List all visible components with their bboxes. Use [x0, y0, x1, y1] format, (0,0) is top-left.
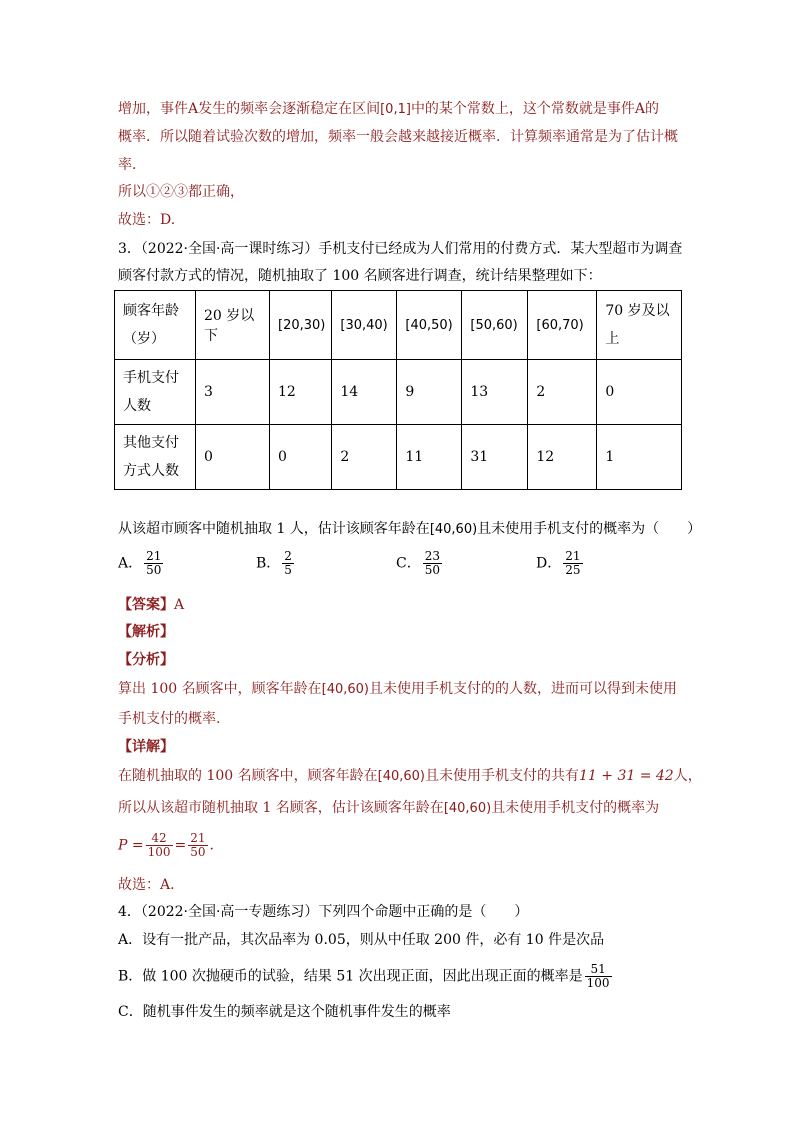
table-cell: 0	[597, 360, 682, 425]
fraction: $\frac{21}{50}$	[190, 831, 206, 859]
header-col-5: [50,60)	[462, 291, 528, 360]
header-age-label: 顾客年龄 （岁）	[115, 291, 196, 360]
carryover-line-4: 所以①②③都正确，	[118, 184, 244, 200]
table-cell: 31	[462, 425, 528, 490]
row-label-mobile: 手机支付 人数	[115, 360, 196, 425]
table-cell: 9	[397, 360, 462, 425]
fraction: $\frac{2}{5}$	[284, 549, 292, 577]
carryover-line-2: 概率．所以随着试验次数的增加，频率一般会越来越接近概率．计算频率通常是为了估计概	[118, 129, 678, 145]
table-cell: 11	[397, 425, 462, 490]
header-col-7: 70 岁及以 上	[597, 291, 682, 360]
detail-line-2: 所以从该超市随机抽取 1 名顾客，估计该顾客年龄在[40,60)且未使用手机支付的概率为	[118, 800, 660, 816]
q3-question: 从该超市顾客中随机抽取 1 人，估计该顾客年龄在[40,60)且未使用手机支付的概率为（ ）	[118, 521, 702, 537]
survey-table	[114, 290, 682, 490]
fraction: $\frac{21}{50}$	[146, 549, 162, 577]
table-row-other	[115, 425, 682, 490]
q4-option-c: C．随机事件发生的频率就是这个随机事件发生的概率	[118, 1004, 451, 1020]
header-col-1: 20 岁以下	[196, 291, 270, 360]
option-c: C． $\frac{23}{50}$	[396, 549, 440, 577]
fenxi-line-2: 手机支付的概率.	[118, 711, 221, 727]
table-cell: 0	[196, 425, 270, 490]
q4-stem: 4．（2022·全国·高一专题练习）下列四个命题中正确的是（ ）	[118, 904, 529, 920]
fenxi-line-1: 算出 100 名顾客中，顾客年龄在[40,60)且未使用手机支付的的人数，进而可以得到未使用	[118, 681, 677, 697]
table-cell: 14	[332, 360, 397, 425]
table-cell: 3	[196, 360, 270, 425]
q4-option-b: B．做 100 次抛硬币的试验，结果 51 次出现正面，因此出现正面的概率是 $\frac{51}{100}$	[118, 962, 610, 990]
table-cell: 13	[462, 360, 528, 425]
choose-line: 故选：A.	[118, 877, 175, 893]
fraction: $\frac{23}{50}$	[424, 549, 440, 577]
fraction: $\frac{21}{25}$	[565, 549, 581, 577]
carryover-line-1: 增加，事件A发生的频率会逐渐稳定在区间[0,1]中的某个常数上，这个常数就是事件A的	[118, 101, 660, 117]
header-col-3: [30,40)	[332, 291, 397, 360]
fraction: $\frac{51}{100}$	[586, 962, 610, 990]
analysis-tag: 【解析】	[118, 624, 174, 640]
fenxi-tag: 【分析】	[118, 652, 174, 668]
header-col-6: [60,70)	[528, 291, 597, 360]
interval-0-1: [0,1]	[380, 102, 411, 117]
table-cell: 12	[270, 360, 332, 425]
carryover-line-3: 率．	[118, 157, 146, 173]
table-row-mobile	[115, 360, 682, 425]
probability-formula: P = $\frac{42}{100}$ = $\frac{21}{50}$ ．	[118, 831, 224, 859]
header-col-2: [20,30)	[270, 291, 332, 360]
q4-option-a: A．设有一批产品，其次品率为 0.05，则从中任取 200 件，必有 10 件是次品	[118, 932, 605, 948]
option-d: D． $\frac{21}{25}$	[536, 549, 581, 577]
table-header-row	[115, 291, 682, 360]
answer-line: 【答案】A	[118, 597, 185, 613]
option-a: A． $\frac{21}{50}$	[118, 549, 162, 577]
table-cell: 2	[528, 360, 597, 425]
detail-line-1: 在随机抽取的 100 名顾客中，顾客年龄在[40,60)且未使用手机支付的共有11 + 31 = 42人，	[118, 768, 702, 784]
carryover-line-5: 故选：D.	[118, 212, 176, 228]
detail-tag: 【详解】	[118, 739, 174, 755]
table-cell: 0	[270, 425, 332, 490]
row-label-other: 其他支付 方式人数	[115, 425, 196, 490]
table-cell: 12	[528, 425, 597, 490]
table-cell: 1	[597, 425, 682, 490]
header-col-4: [40,50)	[397, 291, 462, 360]
q3-stem-line-2: 顾客付款方式的情况，随机抽取了 100 名顾客进行调查，统计结果整理如下：	[118, 268, 602, 284]
fraction: $\frac{42}{100}$	[147, 831, 171, 859]
option-b: B． $\frac{2}{5}$	[256, 549, 292, 577]
q3-stem-line-1: 3．（2022·全国·高一课时练习）手机支付已经成为人们常用的付费方式．某大型超市为调查	[118, 241, 683, 257]
table-cell: 2	[332, 425, 397, 490]
